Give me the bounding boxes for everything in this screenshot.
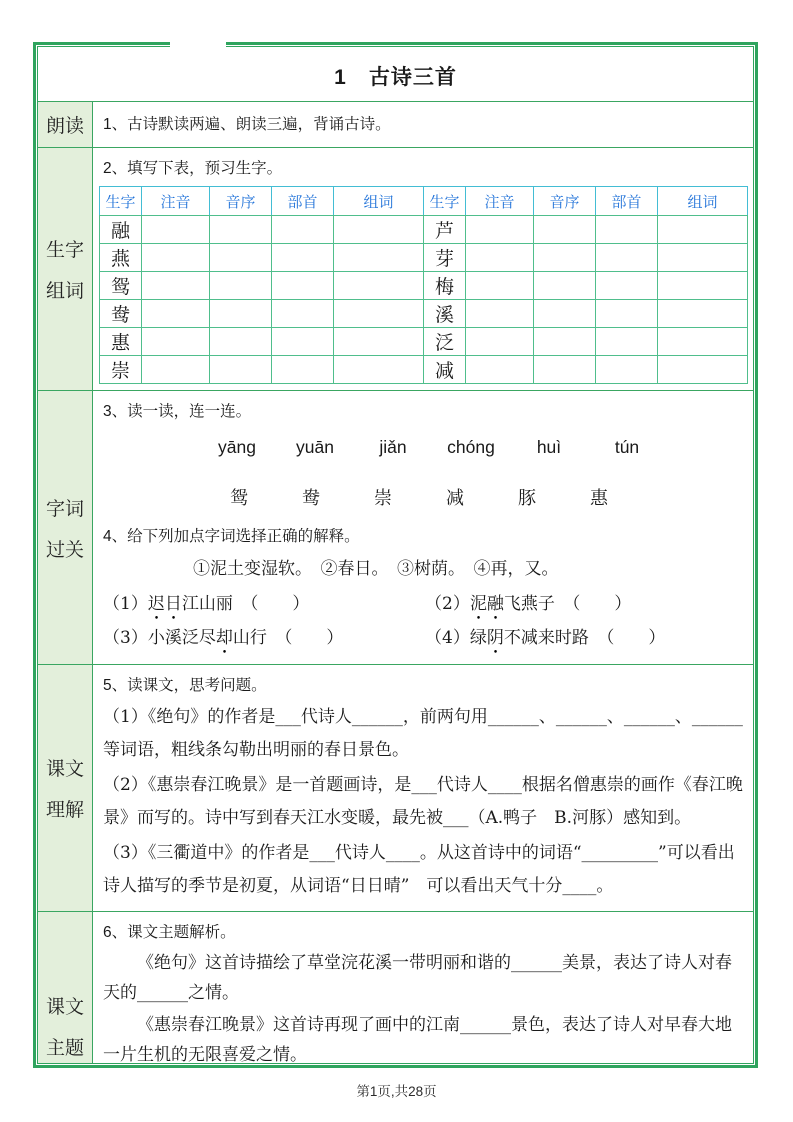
section-words-content bbox=[93, 391, 753, 664]
section-words-label bbox=[38, 391, 93, 664]
pinyin-item: jiǎn bbox=[379, 437, 407, 457]
label-text: 过关 bbox=[45, 539, 84, 561]
vocab-header: 音序 bbox=[534, 187, 596, 216]
q4-item bbox=[103, 590, 425, 624]
vocab-empty-cell bbox=[210, 272, 272, 300]
vocab-header: 部首 bbox=[272, 187, 334, 216]
vocab-empty-cell bbox=[596, 244, 658, 272]
vocab-char: 芽 bbox=[424, 244, 466, 272]
vocab-empty-cell bbox=[658, 300, 748, 328]
label-text: 字词 bbox=[45, 498, 84, 520]
vocab-empty-cell bbox=[142, 216, 210, 244]
q4-items bbox=[103, 590, 747, 658]
section-theme-label bbox=[38, 912, 93, 1064]
section-theme bbox=[38, 911, 753, 1064]
vocab-row bbox=[100, 300, 748, 328]
vocab-empty-cell bbox=[272, 328, 334, 356]
vocab-header: 组词 bbox=[334, 187, 424, 216]
vocab-char: 芦 bbox=[424, 216, 466, 244]
label-text: 生字 bbox=[45, 240, 84, 261]
q5-item: （2）《惠崇春江晚景》是一首题画诗，是___代诗人____根据名僧惠崇的画作《春江晚景》而写的。诗中写到春天江水变暖，最先被___（A.鸭子 B.河豚）感知到。 bbox=[103, 775, 743, 828]
vocab-empty-cell bbox=[272, 244, 334, 272]
vocab-char: 惠 bbox=[100, 328, 142, 356]
vocab-empty-cell bbox=[210, 216, 272, 244]
pinyin-item: chóng bbox=[447, 437, 495, 457]
vocab-empty-cell bbox=[272, 356, 334, 384]
q4-text: （3）小溪泛尽 bbox=[103, 628, 216, 648]
vocab-empty-cell bbox=[466, 272, 534, 300]
section-vocab-label bbox=[38, 148, 93, 390]
match-chars-row bbox=[103, 484, 747, 510]
section-comprehension-content bbox=[93, 665, 753, 911]
vocab-char: 溪 bbox=[424, 300, 466, 328]
match-char: 鸯 bbox=[302, 488, 320, 509]
vocab-empty-cell bbox=[334, 244, 424, 272]
q4-title: 4、给下列加点字词选择正确的解释。 bbox=[103, 528, 360, 545]
q4-text: 不减来时路 （ ） bbox=[503, 628, 666, 648]
section-comprehension-label bbox=[38, 665, 93, 911]
vocab-char: 燕 bbox=[100, 244, 142, 272]
vocab-empty-cell bbox=[466, 244, 534, 272]
q4-dotted-word: 泥融 bbox=[469, 594, 504, 614]
vocab-table bbox=[99, 186, 748, 384]
vocab-empty-cell bbox=[142, 300, 210, 328]
vocab-empty-cell bbox=[596, 272, 658, 300]
q4-dotted-word: 阴 bbox=[486, 628, 504, 648]
q5-item: （1）《绝句》的作者是___代诗人______，前两句用______、______、______、______等词语，粗线条勾勒出明丽的春日景色。 bbox=[103, 707, 743, 760]
match-char: 豚 bbox=[518, 488, 536, 509]
q4-text: 飞燕子 （ ） bbox=[503, 594, 632, 614]
q4-dotted-word: 迟日 bbox=[147, 594, 182, 614]
vocab-empty-cell bbox=[142, 328, 210, 356]
vocab-row bbox=[100, 356, 748, 384]
q4-text: （2） bbox=[425, 594, 470, 614]
vocab-empty-cell bbox=[334, 300, 424, 328]
vocab-empty-cell bbox=[534, 244, 596, 272]
pinyin-row bbox=[103, 437, 747, 458]
q4-dotted-word: 却 bbox=[215, 628, 233, 648]
vocab-empty-cell bbox=[658, 272, 748, 300]
vocab-header: 注音 bbox=[466, 187, 534, 216]
vocab-empty-cell bbox=[658, 216, 748, 244]
q4-text: （1） bbox=[103, 594, 148, 614]
match-char: 崇 bbox=[374, 488, 392, 509]
q4-options: ①泥土变湿软。 ②春日。 ③树荫。 ④再，又。 bbox=[193, 559, 559, 579]
vocab-empty-cell bbox=[596, 300, 658, 328]
vocab-empty-cell bbox=[658, 356, 748, 384]
vocab-empty-cell bbox=[534, 328, 596, 356]
vocab-empty-cell bbox=[334, 216, 424, 244]
vocab-header: 生字 bbox=[424, 187, 466, 216]
vocab-empty-cell bbox=[658, 328, 748, 356]
vocab-empty-cell bbox=[334, 356, 424, 384]
q4-item bbox=[425, 590, 747, 624]
vocab-empty-cell bbox=[272, 272, 334, 300]
vocab-header: 组词 bbox=[658, 187, 748, 216]
pinyin-item: huì bbox=[536, 437, 562, 457]
label-text: 课文 bbox=[45, 759, 84, 780]
vocab-empty-cell bbox=[142, 272, 210, 300]
vocab-row bbox=[100, 244, 748, 272]
worksheet-frame bbox=[33, 42, 758, 1068]
label-text: 朗读 bbox=[45, 116, 84, 137]
vocab-row bbox=[100, 216, 748, 244]
vocab-empty-cell bbox=[534, 272, 596, 300]
vocab-char: 泛 bbox=[424, 328, 466, 356]
pinyin-item: tún bbox=[614, 437, 640, 457]
q5-title: 5、读课文，思考问题。 bbox=[103, 677, 267, 694]
q4-text: 山行 （ ） bbox=[232, 628, 344, 648]
vocab-char: 鸳 bbox=[100, 272, 142, 300]
label-text: 主题 bbox=[45, 1038, 84, 1059]
q4-item bbox=[425, 624, 747, 658]
vocab-empty-cell bbox=[534, 356, 596, 384]
section-vocab-content bbox=[93, 148, 753, 390]
vocab-char: 融 bbox=[100, 216, 142, 244]
vocab-empty-cell bbox=[596, 328, 658, 356]
vocab-empty-cell bbox=[596, 216, 658, 244]
vocab-empty-cell bbox=[466, 300, 534, 328]
vocab-char: 减 bbox=[424, 356, 466, 384]
match-char: 减 bbox=[446, 488, 464, 509]
vocab-empty-cell bbox=[466, 356, 534, 384]
pinyin-item: yuān bbox=[296, 437, 334, 457]
vocab-empty-cell bbox=[210, 356, 272, 384]
match-char: 鸳 bbox=[230, 488, 248, 509]
worksheet-body bbox=[37, 46, 754, 1064]
label-text: 组词 bbox=[45, 281, 84, 302]
vocab-header-row bbox=[100, 187, 748, 216]
q4-text: （4）绿 bbox=[425, 628, 487, 648]
vocab-empty-cell bbox=[334, 272, 424, 300]
vocab-empty-cell bbox=[658, 244, 748, 272]
vocab-empty-cell bbox=[210, 328, 272, 356]
vocab-empty-cell bbox=[142, 244, 210, 272]
section-comprehension bbox=[38, 664, 753, 911]
page-number: 第1页,共28页 bbox=[356, 1084, 437, 1099]
vocab-char: 鸯 bbox=[100, 300, 142, 328]
vocab-empty-cell bbox=[272, 216, 334, 244]
label-text: 理解 bbox=[45, 800, 84, 821]
vocab-header: 生字 bbox=[100, 187, 142, 216]
q3-title: 3、读一读，连一连。 bbox=[103, 403, 252, 420]
section-reading-label bbox=[38, 102, 93, 147]
vocab-empty-cell bbox=[466, 328, 534, 356]
label-text: 课文 bbox=[45, 997, 84, 1018]
vocab-row bbox=[100, 328, 748, 356]
vocab-empty-cell bbox=[210, 300, 272, 328]
section-reading-content bbox=[93, 102, 753, 147]
vocab-header: 注音 bbox=[142, 187, 210, 216]
vocab-header: 部首 bbox=[596, 187, 658, 216]
vocab-empty-cell bbox=[466, 216, 534, 244]
vocab-empty-cell bbox=[534, 216, 596, 244]
vocab-empty-cell bbox=[534, 300, 596, 328]
page-title: 1 古诗三首 bbox=[334, 66, 457, 89]
section-words bbox=[38, 390, 753, 664]
vocab-empty-cell bbox=[210, 244, 272, 272]
q4-item bbox=[103, 624, 425, 658]
vocab-char: 崇 bbox=[100, 356, 142, 384]
pinyin-item: yāng bbox=[218, 437, 256, 457]
vocab-empty-cell bbox=[142, 356, 210, 384]
vocab-instruction: 2、填写下表，预习生字。 bbox=[103, 160, 283, 177]
q5-item: （3）《三衢道中》的作者是___代诗人____。从这首诗中的词语“_________”可以看出诗人描写的季节是初夏，从词语“日日晴” 可以看出天气十分____。 bbox=[103, 843, 735, 896]
vocab-row bbox=[100, 272, 748, 300]
q6-title: 6、课文主题解析。 bbox=[103, 924, 236, 941]
section-reading bbox=[38, 101, 753, 147]
vocab-header: 音序 bbox=[210, 187, 272, 216]
vocab-empty-cell bbox=[334, 328, 424, 356]
section-theme-content bbox=[93, 912, 753, 1064]
vocab-char: 梅 bbox=[424, 272, 466, 300]
theme-paragraph: 《惠崇春江晚景》这首诗再现了画中的江南______景色，表达了诗人对早春大地一片生机的无限喜爱之情。 bbox=[103, 1015, 732, 1064]
theme-paragraph: 《绝句》这首诗描绘了草堂浣花溪一带明丽和谐的______美景，表达了诗人对春天的______之情。 bbox=[103, 953, 732, 1003]
q4-text: 江山丽 （ ） bbox=[181, 594, 310, 614]
section-vocab bbox=[38, 147, 753, 390]
vocab-empty-cell bbox=[272, 300, 334, 328]
reading-instruction: 1、古诗默读两遍、朗读三遍，背诵古诗。 bbox=[103, 115, 391, 133]
top-border-gap bbox=[170, 40, 226, 49]
vocab-empty-cell bbox=[596, 356, 658, 384]
match-char: 惠 bbox=[590, 488, 608, 509]
